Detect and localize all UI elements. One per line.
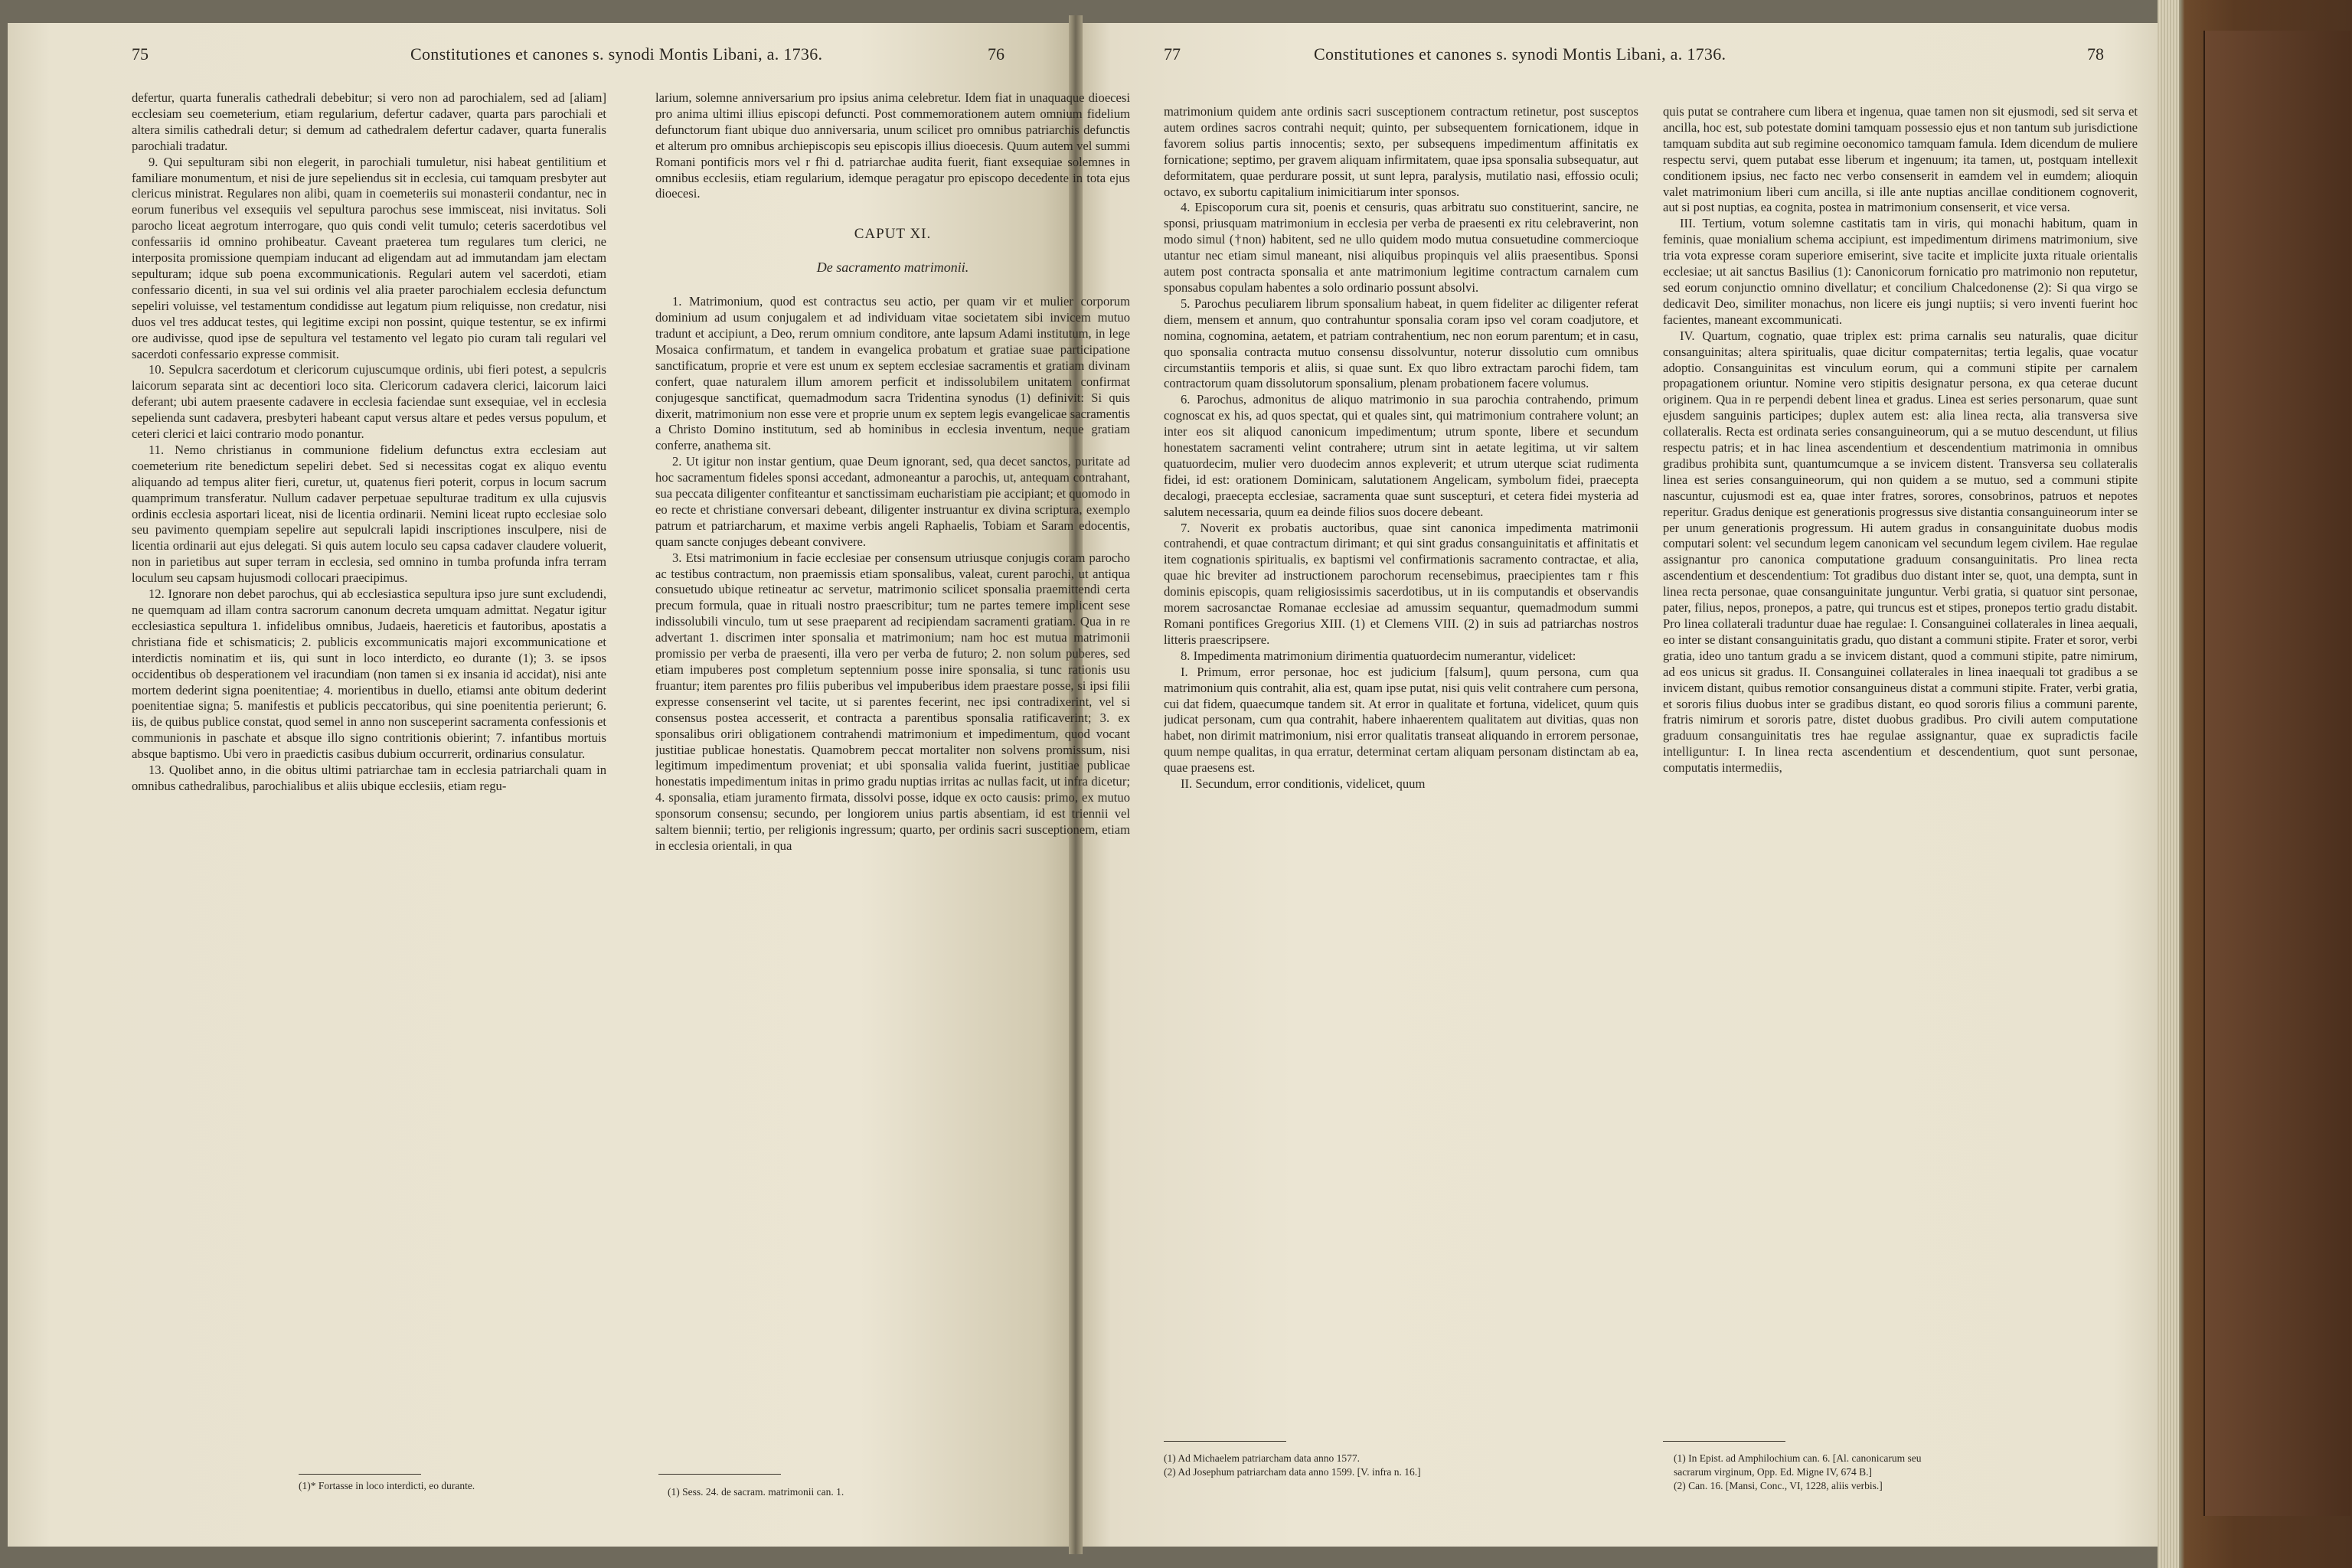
paragraph: 3. Etsi matrimonium in facie ecclesiae per consensum utriusque conjugis coram parocho ac testibus contractum, non praemissis etiam sponsalibus, valeat, curent parochi, ut antiqua consuetudo ubique retineatur ac servetur, matrimonio scilicet sponsalia praemittendi certa precum formula, quae in rituali nostro praescribitur; tum ne partes temere implicent sese indissolubili vinculo, tum ut sese praeparent ad recipiendam sacramenti gratiam. Qua in re advertant 1. discrimen inter sponsalia et matrimonium; nam hoc est mutua matrimonii promissio per verba de praesenti, illa vero per verba de futuro; 2. non solum puberes, sed etiam impuberes post completum septennium posse inire sponsalia, si tunc rationis usu fruantur; item parentes pro filiis puberibus vel impuberibus idem praestare posse, si ipsi filii expresse consenserint vel tacite, ut si parentes fecerint, nec ipsi contradixerint, vel si consensus postea accesserit, et contracta a parentibus sponsalia ratificaverint; 3. ex sponsalibus oriri obligationem contrahendi matrimonium et impedimentum, quod vocant justitiae publicae honestatis. Quamobrem peccat mortaliter non solvens promissum, nisi legitimum impedimentum proveniat; et ubi sponsalia valida fuerint, justitiae publicae honestatis impedimentum initas in primo gradu nuptias irritas ac nullas facit, ut infra dicetur; 4. sponsalia, etiam juramento firmata, dissolvi posse, idque ex octo causis: primo, ex mutuo sponsorum consensu; secundo, per longiorem unius partis absentiam, id est triennii vel saltem biennii; tertio, per religionis ingressum; quarto, per ordinis sacri susceptionem, etiam in ecclesia orientali, in qua: [655, 550, 1130, 853]
footnote-left-2: (1) Sess. 24. de sacram. matrimonii can. 1.: [668, 1486, 844, 1498]
paragraph: 6. Parochus, admonitus de aliquo matrimonio in sua parochia contrahendo, primum cognoscat ex his, ad quos spectat, qui et quales sint, qui matrimonium contrahere volunt; an inter eos sit aliquod canonicum impedimentum; utrum sponte, libere et secundum honestatem sacramenti velint contrahere; utrum sint in aetate legitima, ut vir saltem quatuordecim, mulier vero duodecim annos expleverit; et utrum uterque sciat rudimenta fidei, id est: orationem Dominicam, salutationem Angelicam, symbolum fidei, praecepta decalogi, praecepta ecclesiae, sacramenta quae sunt suscepturi, et cetera fidei mysteria ad salutem necessaria, quum ea deinde filios suos docere debeant.: [1164, 392, 1638, 519]
paragraph: II. Secundum, error conditionis, videlicet, quum: [1181, 776, 1426, 792]
paragraph: III. Tertium, votum solemne castitatis tam in viris, qui monachi habitum, quam in feminis, quae monialium schema accipiunt, est impedimentum dirimens matrimonium, sive tria vota expresse coram superiore emiserint, sive tacite et implicite juxta rituale orientalis ecclesiae; ut ait sanctus Basilius (1): Canonicorum fornicatio pro matrimonio non reputetur, sed eorum conjunctio omnino divellatur; et concilium Chalcedonense (2): Si qua virgo se dedicavit Deo, similiter monachus, non licere eis jungi nuptiis; si vero inventi fuerint hoc facientes, maneant excommunicati.: [1663, 216, 2138, 327]
running-header-left: Constitutiones et canones s. synodi Montis Libani, a. 1736.: [410, 44, 823, 64]
footnote-right-1: (1) Ad Michaelem patriarcham data anno 1577.: [1164, 1452, 1361, 1464]
chapter-heading: CAPUT XI.: [854, 226, 932, 243]
paragraph: 13. Quolibet anno, in die obitus ultimi patriarchae tam in ecclesia patriarchali quam in omnibus cathedralibus, parochialibus et aliis ubique ecclesiis, etiam regu-: [132, 763, 606, 793]
paragraph: quis putat se contrahere cum libera et ingenua, quae tamen non sit ejusmodi, sed sit serva et ancilla, hoc est, sub potestate domini tamquam possessio ejus et non tantum sub jurisdictione tamquam subdita aut sub regimine oeconomico tamquam famula. Idem dicendum de muliere respectu servi, quem putabat esse liberum et ingenuum; ita tamen, ut, postquam intellexit conditionem ipsius, nec facto nec verbo consenserit in eamdem vel in eumdem; alioquin valet matrimonium liberi cum ancilla, si ille ante nuptias ancillae conditionem cognoverit, aut si post nuptias, ea cognita, postea in matrimonium consenserit, et vice versa.: [1663, 104, 2138, 215]
page-number-76: 76: [988, 44, 1004, 64]
running-header-right: Constitutiones et canones s. synodi Montis Libani, a. 1736.: [1314, 44, 1726, 64]
book-edge: [2158, 0, 2352, 1568]
paragraph: larium, solemne anniversarium pro ipsius anima celebretur. Idem fiat in unaquaque dioecesi pro anima ultimi illius episcopi defuncti. Post commemorationem autem omnium fidelium defunctorum fiant ubique duo anniversaria, unum scilicet pro omnibus patriarchis defunctis et alterum pro omnibus archiepiscopis seu episcopis illius dioecesis. Quum autem vel summi Romani pontificis mors vel r fhi d. patriarchae audita fuerit, fiant exsequiae solemnes in omnibus ecclesiis, etiam regularium, idemque peragatur pro episcopo decedente in tota ejus dioecesi.: [655, 90, 1130, 201]
paragraph: 1. Matrimonium, quod est contractus seu actio, per quam vir et mulier corporum dominium ad usum conjugalem et ad individuam vitae societatem sibi invicem mutuo tradunt et accipiunt, a Deo, rerum omnium conditore, ante lapsum Adami institutum, in lege Mosaica confirmatum, et tandem in evangelica probatum et gratiae suae participatione sanctificatum, proprie et vere est unum ex septem ecclesiae sacramentis et gratiam divinam confert, quae naturalem illum amorem perficit et indissolubilem unitatem confirmat conjugesque sanctificat, quemadmodum sacra Tridentina synodus (1) definivit: Si quis dixerit, matrimonium non esse vere et proprie unum ex septem legis evangelicae sacramentis a Christo Domino institutum, sed ab hominibus in ecclesia inventum, neque gratiam conferre, anathema sit.: [655, 294, 1130, 453]
footnote-right-2: (2) Ad Josephum patriarcham data anno 1599. [V. infra n. 16.]: [1164, 1466, 1421, 1478]
paragraph: 4. Episcoporum cura sit, poenis et censuris, quas arbitratu suo constituerint, sancire, ne sponsi, priusquam matrimonium in ecclesia per verba de praesenti ex ritu celebraverint, non modo simul (†non) habitent, sed ne ullo quidem modo mutua consuetudine commercioque utantur nec etiam simul maneant, nisi aliquibus propinquis vel aliis praesentibus. Sponsi autem post contracta sponsalia et ante matrimonium legitime contractum carnalem cum sponsabus copulam habentes a solo ordinario possunt absolvi.: [1164, 200, 1638, 295]
paragraph: 10. Sepulcra sacerdotum et clericorum cujuscumque ordinis, ubi fieri potest, a sepulcris laicorum separata sint ac decentiori loco sita. Clericorum cadavera clerici, laicorum laici deferant; ubi autem praesente cadavere in ecclesia faciendae sunt exsequiae, vel in ecclesia sepelienda sunt cadavera, presbyteri habeant caput versus altare et pedes versus populum, et ceteri clerici et laici contrario modo ponantur.: [132, 362, 606, 442]
paragraph: 8. Impedimenta matrimonium dirimentia quatuordecim numerantur, videlicet:: [1181, 648, 1576, 663]
page-number-78: 78: [2087, 44, 2104, 64]
paragraph: 2. Ut igitur non instar gentium, quae Deum ignorant, sed, qua decet sanctos, puritate ad hoc sacramentum fideles sponsi accedant, admoneantur a parochis, ut, antequam contrahant, sua peccata diligenter confiteantur et sanctissimam eucharistiam pie accipiant; et quomodo in eo recte et christiane conversari debeant, diligenter instruantur ex divina scriptura, exemplo patrum et patriarcharum, et maxime verbis angeli Raphaelis, Tobiam et Saram edocentis, quam sancte conjuges debeant convivere.: [655, 454, 1130, 549]
column-3: [1164, 104, 1638, 1482]
paragraph: I. Primum, error personae, hoc est judicium [falsum], quum persona, cum qua matrimonium quis contrahit, alia est, quam ipse putat, nisi quis velit contrahere cum persona, cui dat fidem, quaecumque tandem sit. At error in qualitate et fortuna, videlicet, quum quis judicat personam, cum qua contrahit, habere inhaerentem qualitatem aut divitias, quas non habet, non dirimit matrimonium, nisi error qualitatis transeat aliquando in errorem personae, quum nempe qualitas, in qua erratur, determinat certam aliquam personam distinctam ab ea, quae praesens est.: [1164, 664, 1638, 776]
column-1: [132, 90, 606, 1468]
column-2: [655, 90, 1130, 1468]
chapter-subtitle: De sacramento matrimonii.: [816, 260, 969, 276]
paragraph: IV. Quartum, cognatio, quae triplex est: prima carnalis seu naturalis, quae dicitur consanguinitas; altera spiritualis, quae dicitur compaternitas; tertia legalis, quae vocatur adoptio. Consanguinitas est vinculum eorum, qui a communi stipite per carnalem propagationem oriuntur. Nomine vero stipitis designatur persona, ex qua ceterae ducunt originem. Qua in re perpendi debent linea et gradus. Linea est series personarum, quae sunt ejusdem sanguinis participes; duplex autem est: alia linea recta, alia transversa sive collateralis. Recta est ordinata series consanguineorum, qui a se mutuo descendunt, ut filius respectu patris; et in hac linea ascendentium et descendentium matrimonia in omnibus gradibus prohibita sunt, quantumcumque a se invicem distent. Transversa seu collateralis linea est series consanguineorum, qui non quidem a se mutuo, sed a communi stipite nascuntur, cujusmodi est ea, quae inter fratres, sorores, consobrinos, patruos et nepotes reperitur. Gradus denique est generationis progressus sive distantia consanguineorum inter se per unum generationis progressum. Hi autem gradus in consanguinitate duobus modis computari solent: vel secundum legem canonicam vel secundum legem civilem. Hae regulae assignantur pro canonica computatione graduum consanguinitatis. Pro linea recta ascendentium et descendentium: Tot gradibus duo distant inter se, quot, una dempta, sunt in linea recta personae, quae consanguinitate junguntur. Verbi gratia, si quatuor sint personae, pater, filius, nepos, pronepos, a patre, qui truncus est et stipes, pronepos tertio gradu distabit. Pro linea collaterali traduntur duae hae regulae: I. Consanguinei collaterales in linea aequali, eo inter se distant consanguinitatis gradu, quo distant a communi stipite. Frater et soror, verbi gratia, ideo uno tantum gradu a se invicem distant, quod a communi stipite, patre nimirum, ad eos unicus sit gradus. II. Consanguinei collaterales in linea inaequali tot gradibus a se invicem distant, quibus remotior consanguineus distat a communi stipite. Frater, verbi gratia, et sororis filius duobus inter se gradibus distant, eo quod sororis filius a communi parente, fratris nimirum et sororis patre, distet duobus gradibus. Pro civili autem computatione graduum consanguinitatis tres hae regulae assignantur, quae ex supradictis facile intelliguntur: I. In linea recta ascendentium et descendentium, quot sunt personae, computatis intermediis,: [1663, 328, 2138, 776]
paragraph: defertur, quarta funeralis cathedrali debebitur; si vero non ad parochialem, sed ad [aliam] ecclesiam seu coemeterium, etiam regularium, defertur cadaver, quarta pars parochiali et altera similis cathedrali detur; si demum ad cathedralem defertur cadaver, quarta funeralis parochiali tradatur.: [132, 90, 606, 153]
footnote-right-4: sacrarum virginum, Opp. Ed. Migne IV, 674 B.]: [1674, 1466, 1872, 1478]
column-4: [1663, 104, 2138, 1482]
paragraph: 9. Qui sepulturam sibi non elegerit, in parochiali tumuletur, nisi habeat gentilitium et familiare monumentum, et nisi de jure sepeliendus sit in ecclesia, cui tamquam presbyter aut clericus ministrat. Regulares non alibi, quam in coemeteriis sui monasterii condantur, nec in eorum funeribus vel exsequiis vel sepultura parochus sese immisceat, nisi invitatus. Soli parocho liceat aegrotum interrogare, quo quis condi velit tumulo; ceteris sacerdotibus vel confessariis id omnino prohibeatur. Caveant praeterea tum regulares tum clerici, ne interposita promissione quempiam inducant ad eligendam aut ad immutandam jam electam sepulturam; idque sub poena excommunicationis. Regulari autem vel sacerdoti, etiam confessario dicenti, in sua vel sui ordinis vel alia praeter parochialem ecclesia defunctum sepeliri voluisse, vel testamentum condidisse aut legatum pium reliquisse, non credatur, nisi duos vel tres adducat testes, qui legitime excipi non possint, quique testentur, se ex infirmi ore audivisse, quod ipse de sepultura vel testamento vel legato pio curam tali regulari vel sacerdoti confessario expresse commisit.: [132, 154, 606, 361]
paragraph: matrimonium quidem ante ordinis sacri susceptionem contractum retinetur, post susceptos autem ordines sacros contrahi nequit; quinto, per subsequentem fornicationem, idque in favorem solius partis innocentis; sexto, per subsequens impedimentum affinitatis ex fornicatione; septimo, per gravem aliquam infirmitatem, quae ipsa sponsalia subsequatur, aut deformitatem, quae perdurare possit, ut sunt lepra, paralysis, mutilatio nasi, effossio oculi; octavo, ex subortu capitalium inimicitiarum inter sponsos.: [1164, 104, 1638, 199]
paragraph: 5. Parochus peculiarem librum sponsalium habeat, in quem fideliter ac diligenter referat diem, mensem et annum, quo contrahuntur sponsalia coram ipso vel coram coadjutore, et nomina, cognomina, aetatem, et patriam contrahentium, nec non eorum parentum; et in casu, quo sponsalia contracta mutuo consensu dissolvuntur, noteтur dissolutio cum omnibus circumstantiis temporis et aliis, si quae sunt. Ex quo libro extractam parochi fidem, tam contractorum quam dissolutorum sponsalium, plenam probationem facere volumus.: [1164, 296, 1638, 391]
footnote-right-3: (1) In Epist. ad Amphilochium can. 6. [Al. canonicarum seu: [1674, 1452, 1922, 1464]
footnote-right-5: (2) Can. 16. [Mansi, Conc., VI, 1228, aliis verbis.]: [1674, 1480, 1883, 1491]
page-number-75: 75: [132, 44, 149, 64]
footnote-left-1: (1)* Fortasse in loco interdicti, eo durante.: [299, 1480, 475, 1491]
paragraph: 12. Ignorare non debet parochus, qui ab ecclesiastica sepultura ipso jure sunt excludendi, ne quemquam ad illam contra sacrorum canonum decreta umquam admittat. Negatur igitur ecclesiastica sepultura 1. infidelibus omnibus, Judaeis, haereticis et fautoribus, apostatis a christiana fide et schismaticis; 2. publicis excommunicatis majori excommunicatione et interdictis nominatim et iis, qui sunt in loco interdicto, eo durante (1); 3. se ipsos occidentibus ob desperationem vel iracundiam (non tamen si ex insania id accidat), nisi ante mortem dederint signa poenitentiae; 4. morientibus in duello, etiamsi ante obitum dederint poenitentiae signa; 5. manifestis et publicis peccatoribus, qui sine poenitentia perierunt; 6. iis, de quibus publice constat, quod semel in anno non susceperint sacramenta confessionis et communionis in paschate et absque illo signo contritionis obierint; 7. infantibus mortuis absque baptismo. Ubi vero in praedictis casibus dubium occurrerit, ordinarius consulatur.: [132, 586, 606, 762]
paragraph: 11. Nemo christianus in communione fidelium defunctus extra ecclesiam aut coemeterium rite benedictum sepeliri debet. Sed si necessitas cogat ex aliquo eventu aliquando ad tempus aliter fieri, curetur, ut, quatenus fieri poterit, corpus in locum sacrum quamprimum transferatur. Nullum cadaver perpetuae sepulturae traditum ex ulla cujusvis ordinis ecclesia asportari liceat, nisi de licentia ordinarii. Nemini liceat rupto ecclesiae solo seu pavimento quempiam sepelire aut sepulcrali lapidi inscriptiones insculpere, nisi de licentia ordinarii aut ejus delegati. Si quis autem loculo seu capsa cadaver claudere voluerit, non in parietibus aut super terram in ecclesia, sed omnino in tumba profunda infra terram loculum seu capsam hujusmodi collocari praecipimus.: [132, 442, 606, 586]
page-number-77: 77: [1164, 44, 1181, 64]
paragraph: 7. Noverit ex probatis auctoribus, quae sint canonica impedimenta matrimonii contrahendi, et quae contractum dirimant; et qui sint gradus consanguinitatis et affinitatis et item cognationis spiritualis, ex baptismi vel confirmationis sacramento contractae, et alia, quae hic breviter ad instructionem parochorum recensebimus, praecipientes tam r fhis dominis episcopis, quam religiosissimis sacerdotibus, ut in iis computandis et observandis morem sacrosanctae Romanae ecclesiae ad amussim sequantur, quemadmodum summi Romani pontifices Gregorius XIII. (1) et Clemens VIII. (2) in suis ad patriarchas nostros litteris praescripsere.: [1164, 520, 1638, 647]
